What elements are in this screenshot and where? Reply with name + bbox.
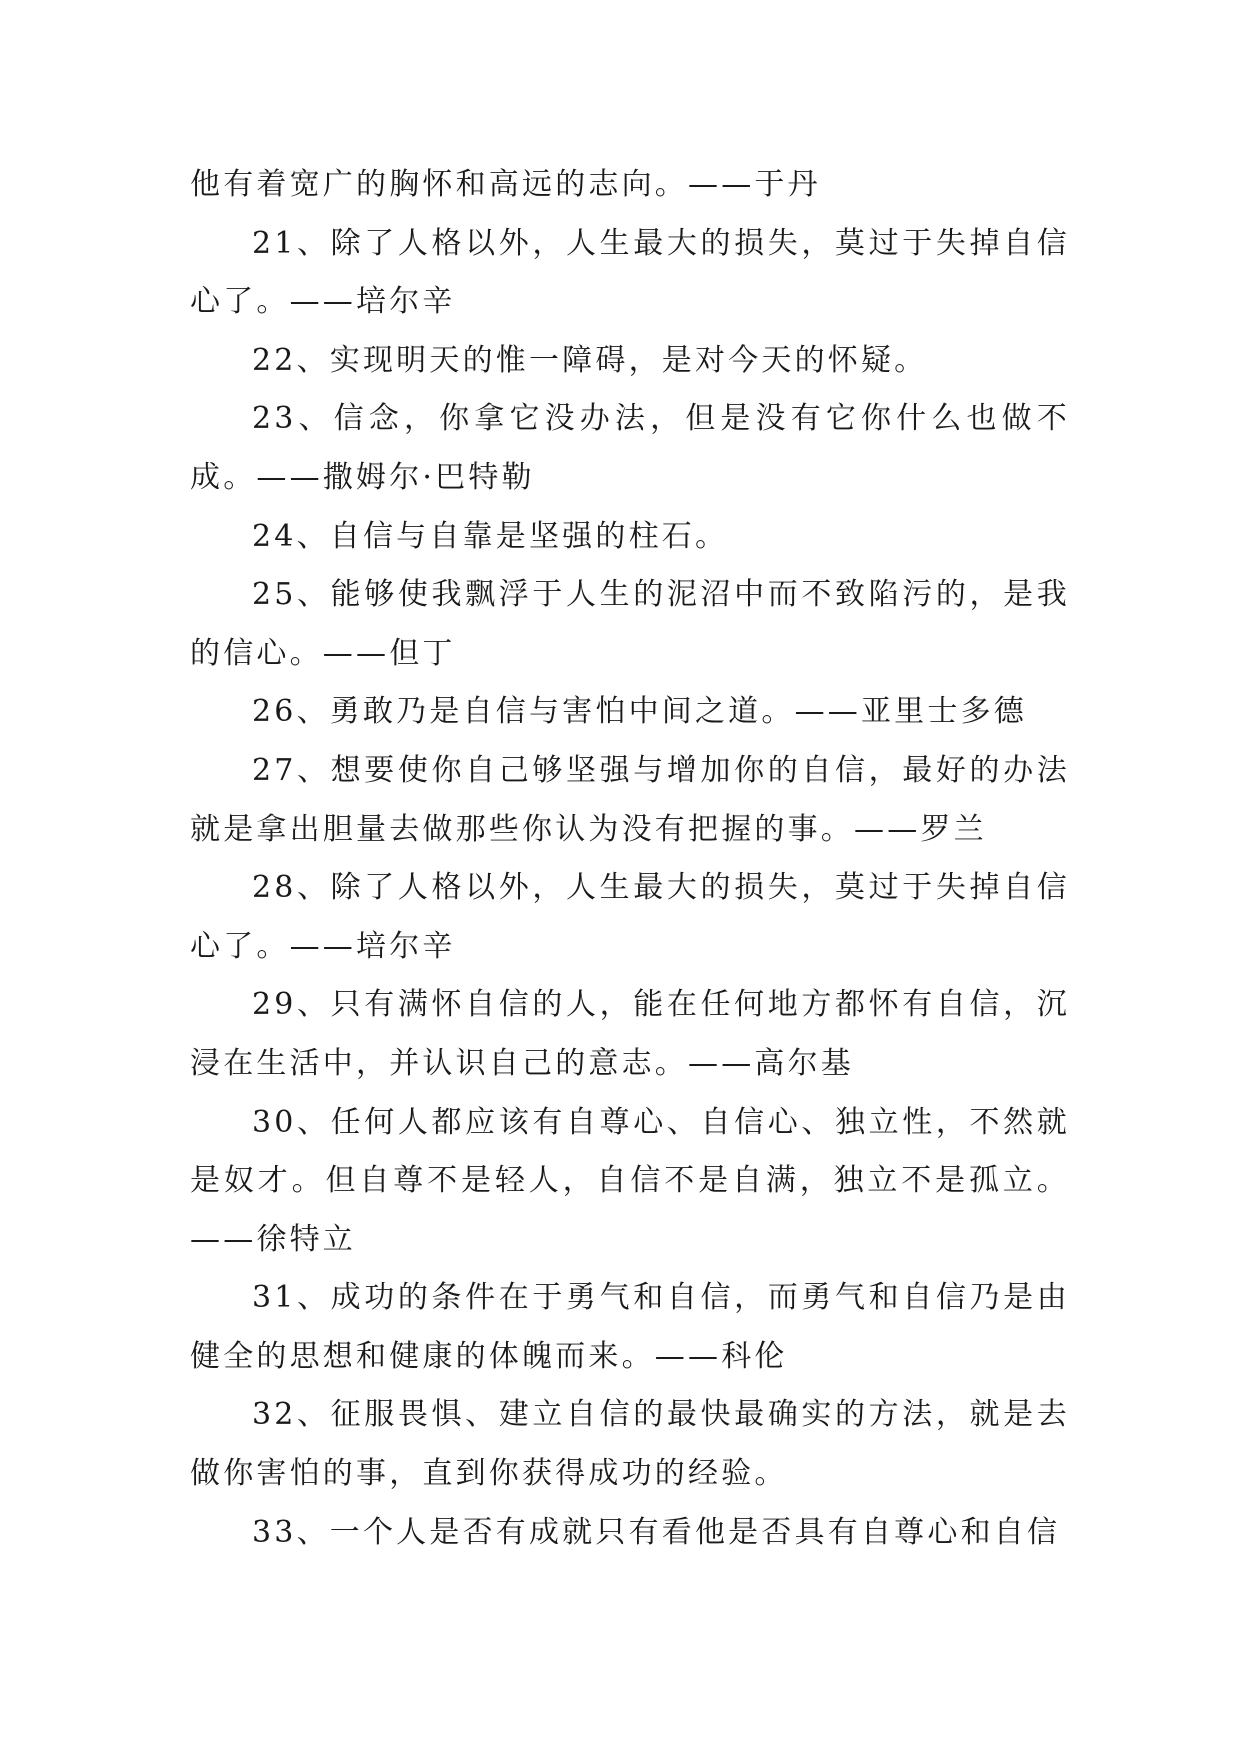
document-body <box>190 156 1070 1562</box>
paragraph: 21、除了人格以外，人生最大的损失，莫过于失掉自信心了。——培尔辛 <box>190 225 1070 320</box>
paragraph: 26、勇敢乃是自信与害怕中间之道。——亚里士多德 <box>252 694 1027 730</box>
paragraph: 22、实现明天的惟一障碍，是对今天的怀疑。 <box>252 342 928 378</box>
paragraph: 30、任何人都应该有自尊心、自信心、独立性，不然就是奴才。但自尊不是轻人，自信不是自满，独立不是孤立。——徐特立 <box>190 1104 1070 1257</box>
paragraph: 25、能够使我飘浮于人生的泥沼中而不致陷污的，是我的信心。——但丁 <box>190 577 1070 671</box>
paragraph: 他有着宽广的胸怀和高远的志向。——于丹 <box>190 167 821 202</box>
paragraph: 31、成功的条件在于勇气和自信，而勇气和自信乃是由健全的思想和健康的体魄而来。——科伦 <box>190 1280 1070 1374</box>
paragraph: 32、征服畏惧、建立自信的最快最确实的方法，就是去做你害怕的事，直到你获得成功的经验。 <box>190 1397 1070 1492</box>
paragraph: 29、只有满怀自信的人，能在任何地方都怀有自信，沉浸在生活中，并认识自己的意志。——高尔基 <box>190 987 1070 1081</box>
paragraph: 33、一个人是否有成就只有看他是否具有自尊心和自信 <box>252 1514 1061 1550</box>
paragraph: 24、自信与自靠是坚强的柱石。 <box>252 518 729 554</box>
paragraph: 23、信念，你拿它没办法，但是没有它你什么也做不成。——撒姆尔·巴特勒 <box>190 401 1070 495</box>
paragraph: 28、除了人格以外，人生最大的损失，莫过于失掉自信心了。——培尔辛 <box>190 870 1070 964</box>
paragraph: 27、想要使你自己够坚强与增加你的自信，最好的办法就是拿出胆量去做那些你认为没有把握的事。——罗兰 <box>190 752 1070 847</box>
